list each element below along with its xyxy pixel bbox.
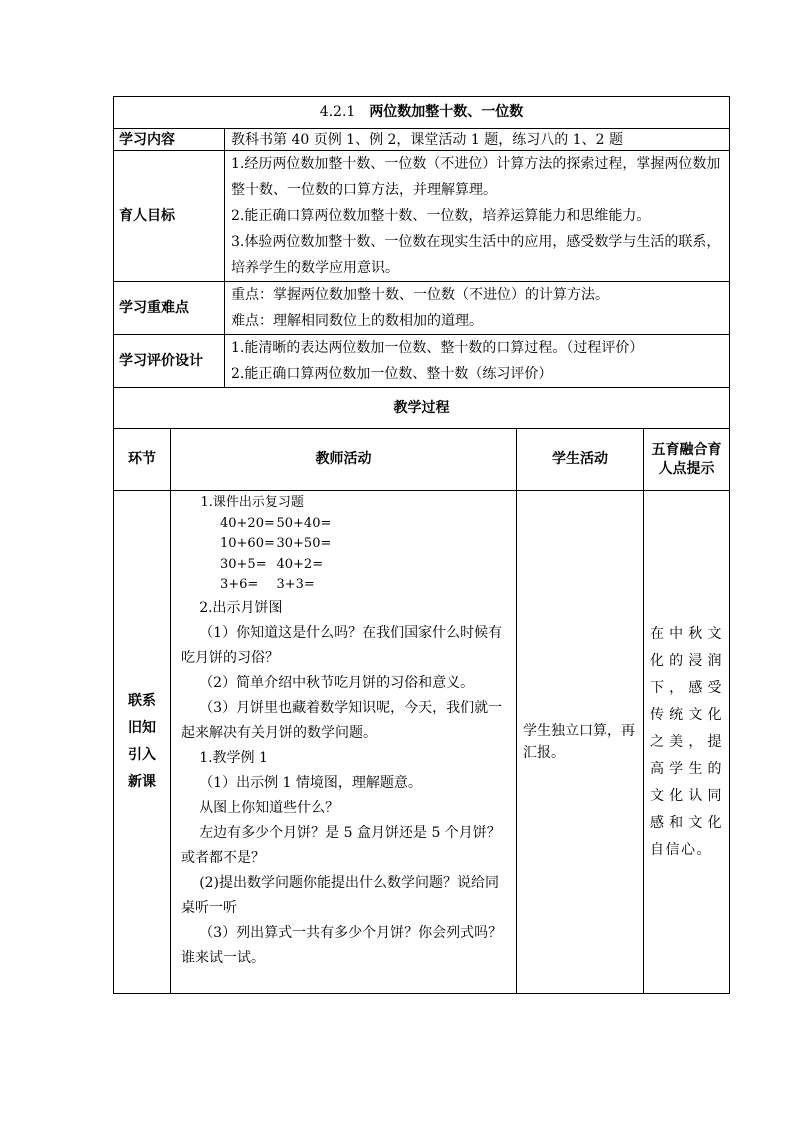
process-title: 教学过程 [114, 388, 730, 429]
calc-item: 3+3= [276, 577, 315, 592]
label-evaluation: 学习评价设计 [114, 335, 225, 388]
keypoint-item: 难点：理解相同数位上的数相加的道理。 [231, 313, 483, 329]
label-goals: 育人目标 [114, 151, 225, 282]
five-education-hint: 在中秋文化的浸润下，感受传统文化之美，提高学生的文化认同感和文化自信心。 [644, 491, 730, 994]
label-content: 学习内容 [114, 129, 225, 151]
row-keypoints [114, 282, 730, 335]
value-keypoints [225, 282, 730, 335]
calc-item: 50+40= [276, 515, 332, 531]
row-section-intro [114, 491, 730, 994]
goal-item: 2.能正确口算两位数加整十数、一位数，培养运算能力和思维能力。 [231, 208, 651, 224]
calc-item: 3+6= [220, 577, 259, 592]
value-content: 教科书第 40 页例 1、例 2，课堂活动 1 题，练习八的 1、2 题 [225, 129, 730, 151]
label-keypoints: 学习重难点 [114, 282, 225, 335]
keypoint-item: 重点：掌握两位数加整十数、一位数（不进位）的计算方法。 [231, 287, 609, 303]
calc-item: 40+20= [220, 515, 275, 531]
calc-item: 30+5= [220, 556, 267, 572]
section-label: 联系旧知引入新课 [114, 491, 171, 994]
calc-item: 10+60= [220, 536, 275, 551]
teacher-line: （1）出示例 1 情境图，理解题意。 [199, 774, 422, 791]
calc-item: 30+50= [276, 536, 332, 551]
row-content [114, 129, 730, 151]
lesson-number: 4.2.1 [319, 104, 356, 120]
row-process-headers [114, 429, 730, 491]
value-evaluation [225, 335, 730, 388]
review-title: 1.课件出示复习题 [200, 495, 304, 510]
evaluation-item: 2.能正确口算两位数加一位数、整十数（练习评价） [231, 366, 553, 382]
header-five: 五育融合育人点提示 [644, 429, 730, 491]
header-stage: 环节 [114, 429, 171, 491]
goal-item: 3.体验两位数加整十数、一位数在现实生活中的应用，感受数学与生活的联系，培养学生的数学应用意识。 [231, 234, 721, 276]
calc-row [181, 534, 510, 555]
teacher-activity [171, 491, 517, 994]
calc-row [181, 555, 510, 576]
goal-item: 1.经历两位数加整十数、一位数（不进位）计算方法的探索过程，掌握两位数加整十数、一位数的口算方法，并理解算理。 [231, 156, 721, 198]
teacher-line: （3）列出算式一共有多少个月饼？你会列式吗？谁来试一试。 [181, 924, 503, 966]
calc-item: 40+2= [276, 556, 324, 572]
value-goals [225, 151, 730, 282]
header-teacher: 教师活动 [171, 429, 517, 491]
teacher-line: (2)提出数学问题你能提出什么数学问题？说给同桌听一听 [181, 874, 500, 916]
calc-row [181, 514, 510, 535]
header-student: 学生活动 [517, 429, 644, 491]
teacher-line: 1.教学例 1 [199, 749, 268, 766]
evaluation-item: 1.能清晰的表达两位数加一位数、整十数的口算过程。（过程评价） [231, 340, 644, 356]
teacher-line: 左边有多少个月饼？是 5 盒月饼还是 5 个月饼？或者都不是？ [181, 824, 501, 866]
lesson-plan-table [113, 96, 730, 994]
teacher-line: 2.出示月饼图 [199, 599, 283, 616]
teacher-line: 从图上你知道些什么？ [199, 799, 340, 816]
teacher-line: （2）简单介绍中秋节吃月饼的习俗和意义。 [199, 674, 475, 691]
row-evaluation [114, 335, 730, 388]
teacher-line: （3）月饼里也藏着数学知识呢，今天，我们就一起来解决有关月饼的数学问题。 [181, 699, 503, 741]
student-activity: 学生独立口算，再汇报。 [517, 491, 644, 994]
calc-row [181, 575, 510, 596]
lesson-title [114, 97, 730, 129]
row-goals [114, 151, 730, 282]
lesson-title-text: 两位数加整十数、一位数 [369, 104, 524, 120]
teacher-line: （1）你知道这是什么吗？在我们国家什么时候有吃月饼的习俗？ [181, 624, 503, 666]
row-process-title [114, 388, 730, 429]
title-row [114, 97, 730, 129]
